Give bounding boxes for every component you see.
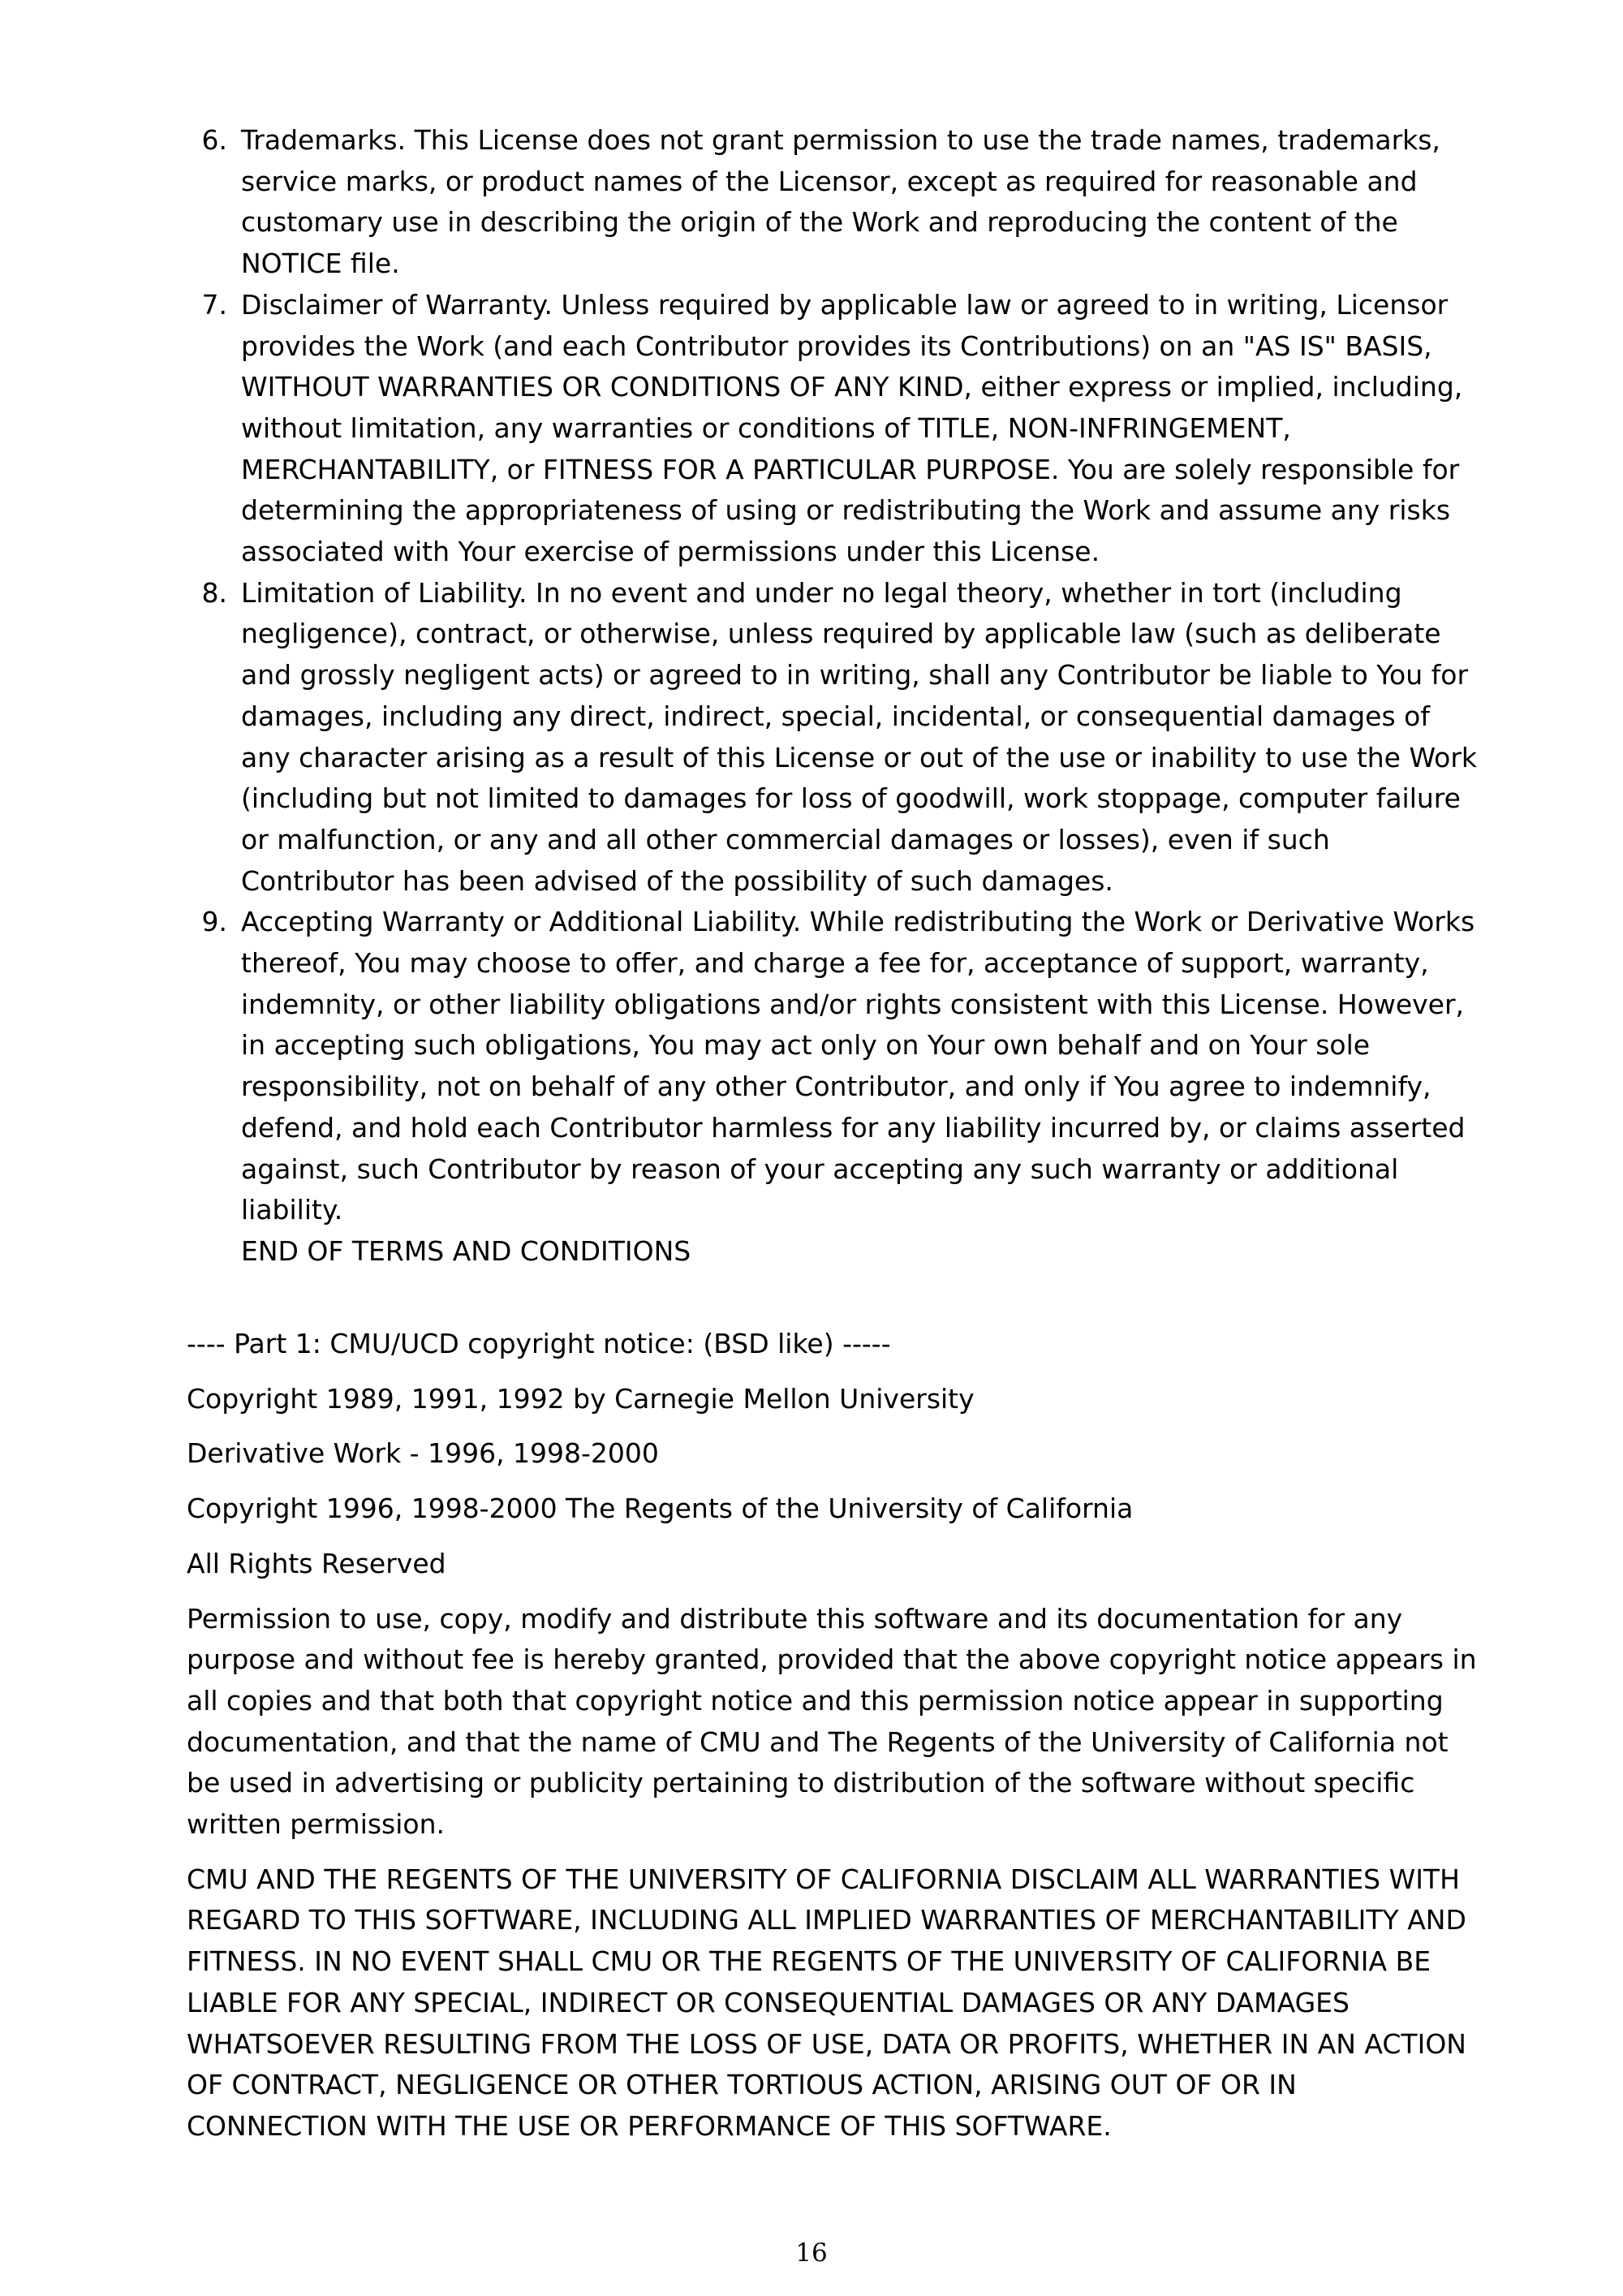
term-item-6: [187, 120, 1485, 285]
page-number: 16: [795, 2238, 828, 2268]
term-item-7: [187, 285, 1485, 573]
terms-list: [187, 120, 1485, 1273]
derivative-work: Derivative Work - 1996, 1998-2000: [187, 1437, 659, 1470]
term-text: Disclaimer of Warranty. Unless required by applicable law or agreed to in writing, Licensor provides the Work (and each Contributor provides its Contributions) on an "AS IS" BASIS, WITHOUT WARRANTIES OR CONDITIONS OF ANY KIND, either express or implied, including, without limitation, any warranties or conditions of TITLE, NON-INFRINGEMENT, MERCHANTABILITY, or FITNESS FOR A PARTICULAR PURPOSE. You are solely responsible for determining the appropriateness of using or redistributing the Work and assume any risks associated with Your exercise of permissions under this License.: [241, 288, 1463, 568]
end-of-terms: END OF TERMS AND CONDITIONS: [241, 1234, 691, 1267]
term-text: Limitation of Liability. In no event and under no legal theory, whether in tort (including negligence), contract, or otherwise, unless required by applicable law (such as deliberate and grossly negligent acts) or agreed to in writing, shall any Contributor be liable to You for damages, including any direct, indirect, special, incidental, or consequential damages of any character arising as a result of this License or out of the use or inability to use the Work (including but not limited to damages for loss of goodwill, work stoppage, computer failure or malfunction, or any and all other commercial damages or losses), even if such Contributor has been advised of the possibility of such damages.: [241, 576, 1478, 897]
part1-section: [187, 1324, 1485, 2161]
term-number: 7.: [201, 288, 227, 321]
term-item-9: [187, 902, 1485, 1231]
term-number: 8.: [201, 576, 227, 609]
term-item-8: [187, 573, 1485, 902]
term-text: Trademarks. This License does not grant permission to use the trade names, trademarks, service marks, or product names of the Licensor, except as required for reasonable and customary use in describing the origin of the Work and reproducing the content of the NOTICE file.: [241, 124, 1440, 280]
term-text: Accepting Warranty or Additional Liability. While redistributing the Work or Derivative Works thereof, You may choose to offer, and charge a fee for, acceptance of support, warranty, indemnity, or other liability obligations and/or rights consistent with this License. However, in accepting such obligations, You may act only on Your own behalf and on Your sole responsibility, not on behalf of any other Contributor, and only if You agree to indemnify, defend, and hold each Contributor harmless for any liability incurred by, or claims asserted against, such Contributor by reason of your accepting any such warranty or additional liability.: [241, 906, 1475, 1226]
copyright-cmu: Copyright 1989, 1991, 1992 by Carnegie Mellon University: [187, 1382, 975, 1415]
permission-paragraph: Permission to use, copy, modify and distribute this software and its documentation for any purpose and without fee is hereby granted, provided that the above copyright notice appears in all copies and that both that copyright notice and this permission notice appear in supporting documentation, and that the name of CMU and The Regents of the University of California not be used in advertising or publicity pertaining to distribution of the software without specific written permission.: [187, 1602, 1477, 1841]
part1-heading: ---- Part 1: CMU/UCD copyright notice: (BSD like) -----: [187, 1328, 891, 1359]
term-number: 9.: [201, 906, 227, 938]
all-rights-reserved: All Rights Reserved: [187, 1547, 446, 1579]
disclaimer-paragraph: CMU AND THE REGENTS OF THE UNIVERSITY OF CALIFORNIA DISCLAIM ALL WARRANTIES WITH REGARD TO THIS SOFTWARE, INCLUDING ALL IMPLIED WARRANTIES OF MERCHANTABILITY AND FITNESS. IN NO EVENT SHALL CMU OR THE REGENTS OF THE UNIVERSITY OF CALIFORNIA BE LIABLE FOR ANY SPECIAL, INDIRECT OR CONSEQUENTIAL DAMAGES OR ANY DAMAGES WHATSOEVER RESULTING FROM THE LOSS OF USE, DATA OR PROFITS, WHETHER IN AN ACTION OF CONTRACT, NEGLIGENCE OR OTHER TORTIOUS ACTION, ARISING OUT OF OR IN CONNECTION WITH THE USE OR PERFORMANCE OF THIS SOFTWARE.: [187, 1863, 1466, 2142]
term-number: 6.: [201, 124, 227, 156]
copyright-uc: Copyright 1996, 1998-2000 The Regents of the University of California: [187, 1493, 1134, 1525]
